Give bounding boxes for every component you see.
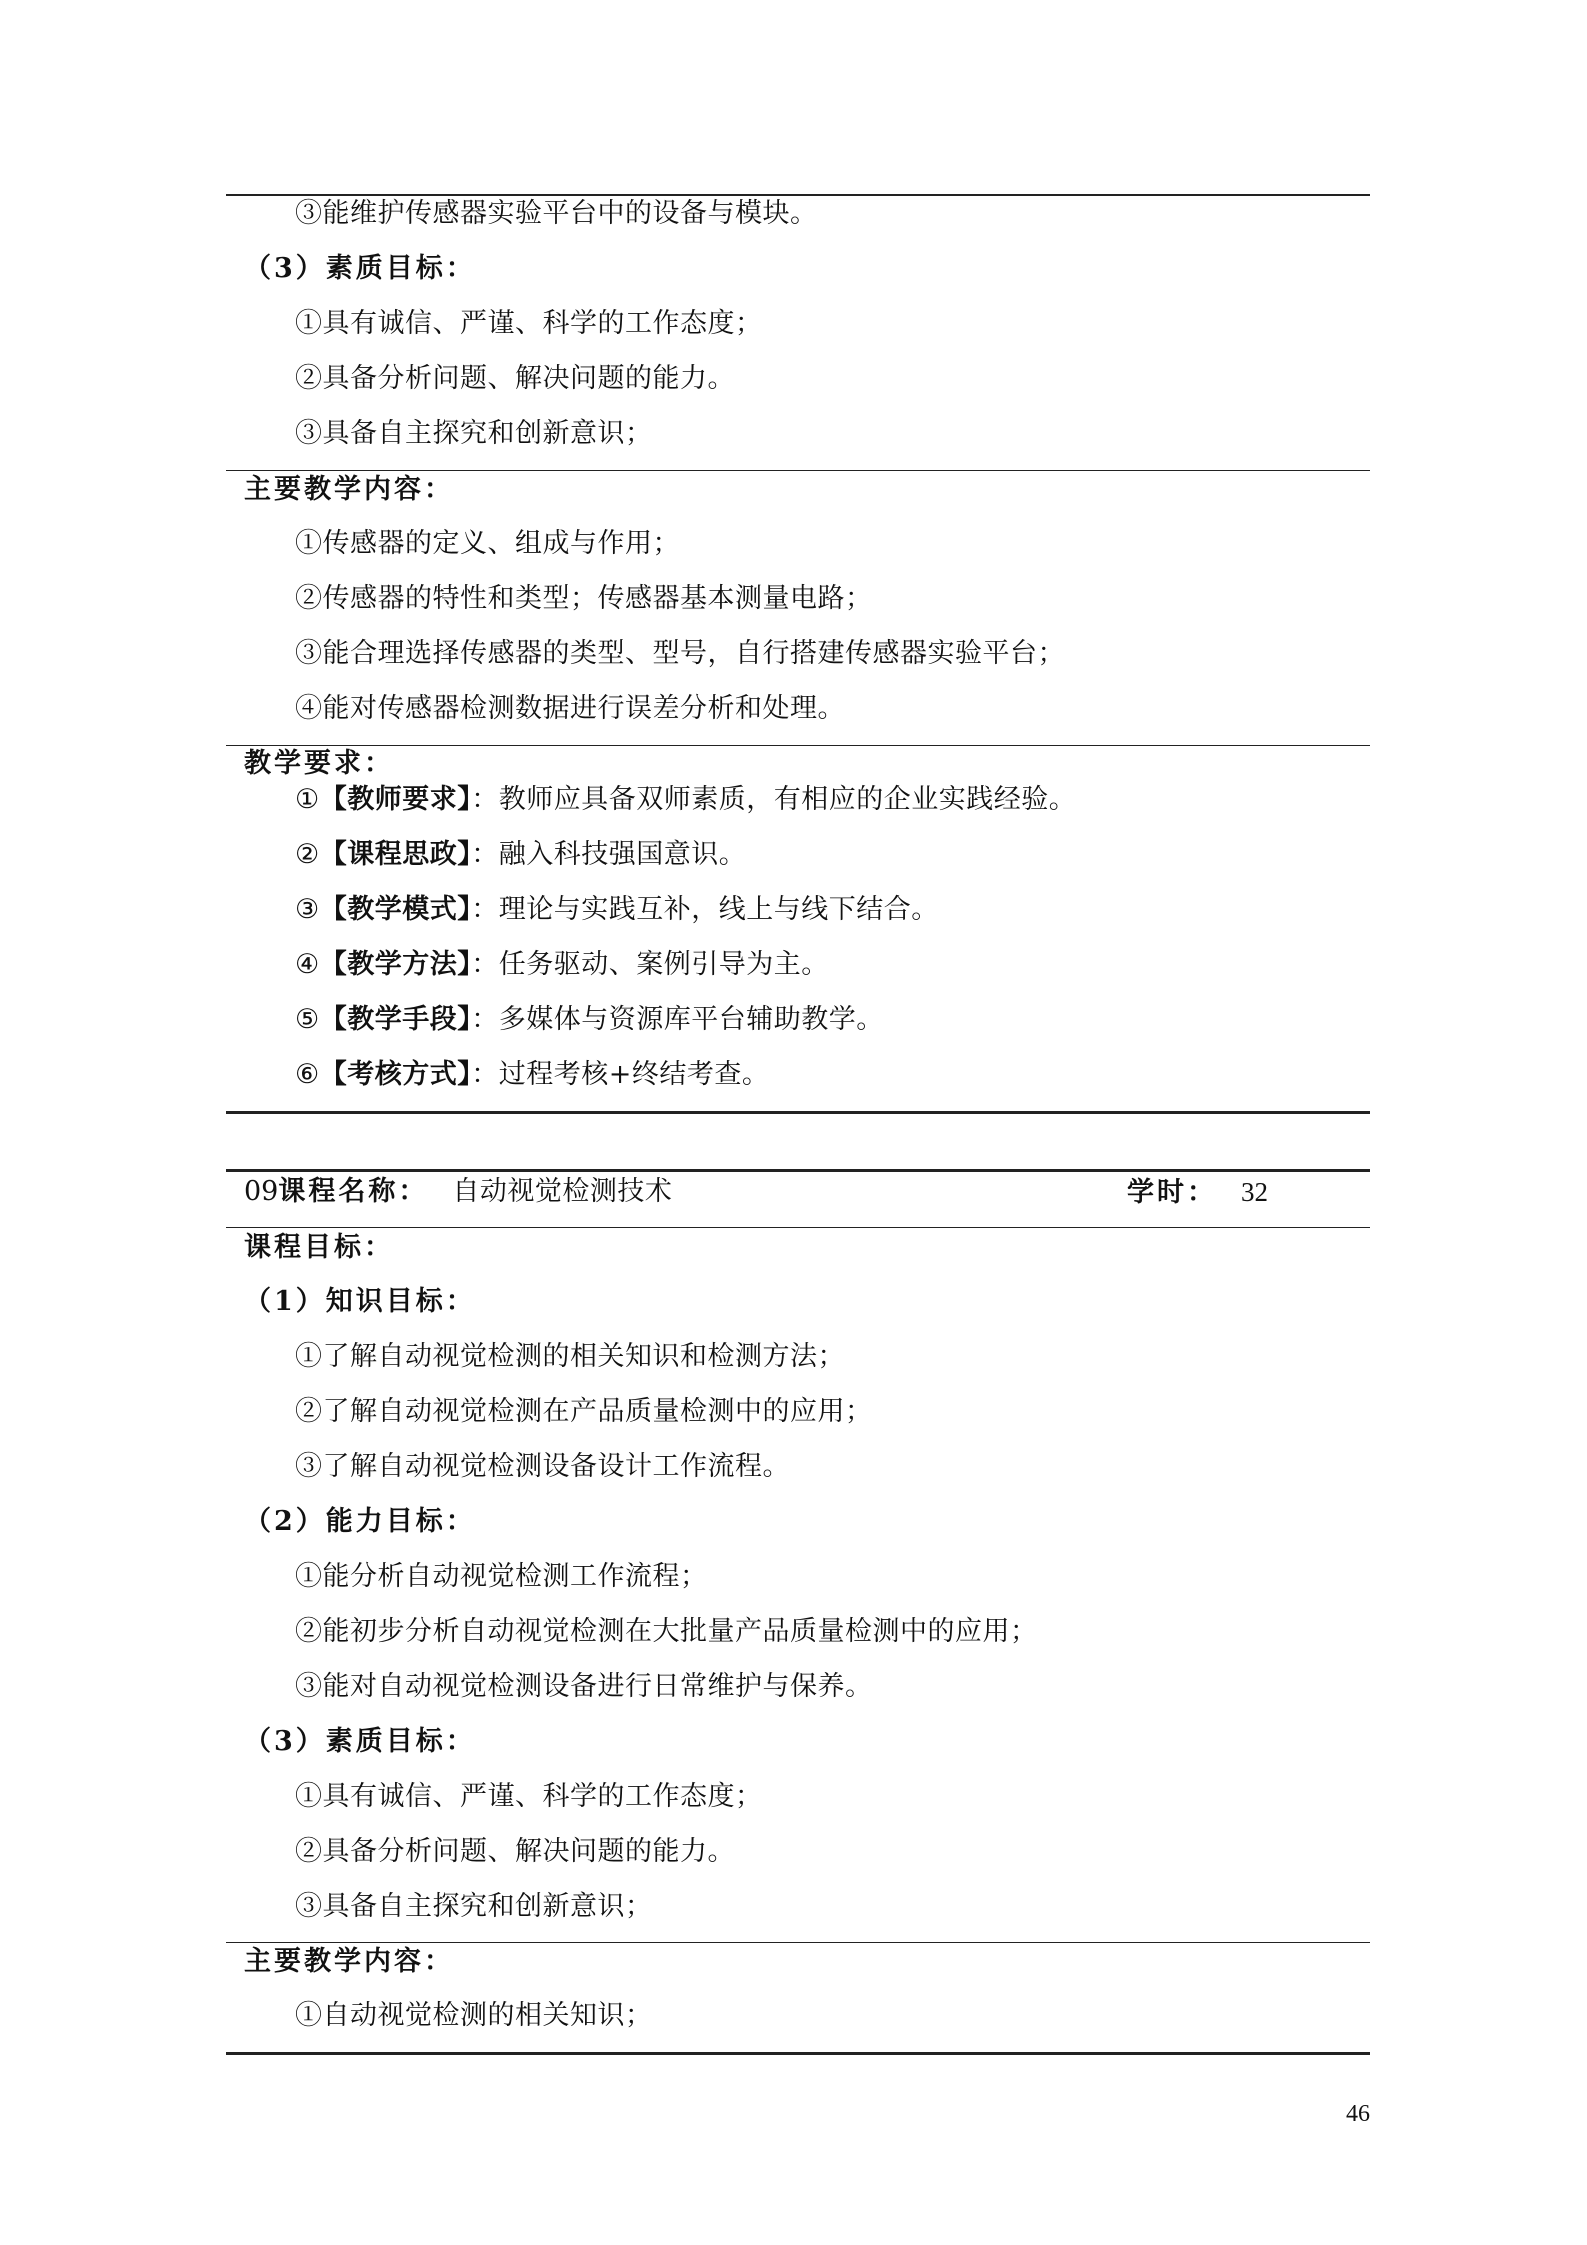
requirement-tag: 【考核方式】 (319, 1059, 472, 1090)
ability-goals-heading: （2）能力目标： (244, 1506, 476, 1537)
requirement-tag: 【教学方法】 (319, 949, 472, 980)
quality-goals-heading: （3）素质目标： (244, 1726, 476, 1757)
requirement-text: ：理论与实践互补，线上与线下结合。 (471, 894, 939, 925)
section-divider (226, 745, 1370, 746)
ability-item: ③能维护传感器实验平台中的设备与模块。 (295, 198, 818, 229)
quality-item: ①具有诚信、严谨、科学的工作态度； (295, 1781, 763, 1812)
quality-item: ③具备自主探究和创新意识； (295, 418, 653, 449)
quality-item: ①具有诚信、严谨、科学的工作态度； (295, 308, 763, 339)
requirement-text: ：任务驱动、案例引导为主。 (471, 949, 829, 980)
hours-label: 学时： (1127, 1177, 1217, 1208)
quality-item: ②具备分析问题、解决问题的能力。 (295, 1836, 735, 1867)
quality-item: ②具备分析问题、解决问题的能力。 (295, 363, 735, 394)
requirement-item (295, 784, 1076, 816)
requirement-text: ：多媒体与资源库平台辅助教学。 (471, 1004, 884, 1035)
content-item: ④能对传感器检测数据进行误差分析和处理。 (295, 693, 845, 724)
requirement-text: ：过程考核+终结考查。 (471, 1059, 770, 1090)
section-divider (226, 1942, 1370, 1943)
course-name-label: 课程名称： (278, 1176, 429, 1207)
knowledge-item: ③了解自动视觉检测设备设计工作流程。 (295, 1451, 790, 1482)
requirement-number: ④ (295, 949, 320, 980)
ability-item: ②能初步分析自动视觉检测在大批量产品质量检测中的应用； (295, 1616, 1038, 1647)
ability-item: ①能分析自动视觉检测工作流程； (295, 1561, 708, 1592)
knowledge-goals-heading: （1）知识目标： (244, 1286, 476, 1317)
table-bottom-rule (226, 2052, 1370, 2055)
requirement-tag: 【教学手段】 (319, 1004, 472, 1035)
content-item: ②传感器的特性和类型；传感器基本测量电路； (295, 583, 873, 614)
requirement-tag: 【教学模式】 (319, 894, 472, 925)
knowledge-item: ②了解自动视觉检测在产品质量检测中的应用； (295, 1396, 873, 1427)
requirement-number: ③ (295, 894, 320, 925)
content-item: ①传感器的定义、组成与作用； (295, 528, 680, 559)
requirement-text: ：教师应具备双师素质，有相应的企业实践经验。 (471, 784, 1077, 815)
requirement-item (295, 839, 746, 871)
requirement-item (295, 1004, 884, 1036)
requirement-item (295, 1059, 769, 1091)
content-item: ①自动视觉检测的相关知识； (295, 2000, 653, 2031)
table-bottom-rule (226, 1111, 1370, 1114)
course-title-row (244, 1176, 672, 1208)
requirement-number: ⑤ (295, 1004, 320, 1035)
requirement-number: ② (295, 839, 320, 870)
table-top-rule (226, 1169, 1370, 1172)
content-item: ③能合理选择传感器的类型、型号，自行搭建传感器实验平台； (295, 638, 1065, 669)
requirement-item (295, 894, 939, 926)
requirement-text: ：融入科技强国意识。 (471, 839, 747, 870)
hours-value: 32 (1241, 1177, 1268, 1207)
course-hours (1127, 1176, 1268, 1209)
section-divider (226, 470, 1370, 471)
ability-item: ③能对自动视觉检测设备进行日常维护与保养。 (295, 1671, 873, 1702)
requirement-number: ① (295, 784, 320, 815)
page-number: 46 (1346, 2101, 1370, 2127)
quality-goals-heading: （3）素质目标： (244, 253, 476, 284)
section-divider (226, 1227, 1370, 1228)
teaching-requirements-heading: 教学要求： (244, 748, 394, 779)
requirement-number: ⑥ (295, 1059, 320, 1090)
teaching-content-heading: 主要教学内容： (244, 1946, 454, 1977)
requirement-tag: 【课程思政】 (319, 839, 472, 870)
quality-item: ③具备自主探究和创新意识； (295, 1891, 653, 1922)
knowledge-item: ①了解自动视觉检测的相关知识和检测方法； (295, 1341, 845, 1372)
table-top-rule (226, 194, 1370, 196)
teaching-content-heading: 主要教学内容： (244, 474, 454, 505)
course-name: 自动视觉检测技术 (452, 1176, 673, 1207)
requirement-tag: 【教师要求】 (319, 784, 472, 815)
course-number: 09 (244, 1176, 279, 1207)
course-goals-heading: 课程目标： (244, 1232, 394, 1263)
requirement-item (295, 949, 829, 981)
